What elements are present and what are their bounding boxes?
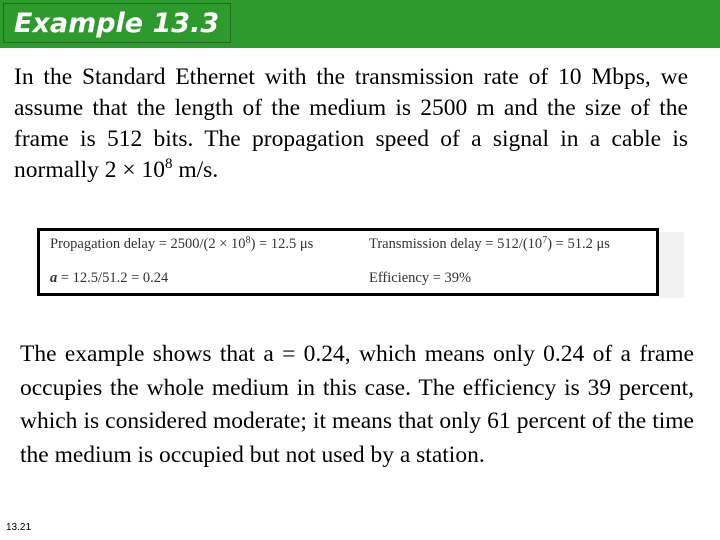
- formula-box: [37, 228, 659, 296]
- transmission-delay-formula: [369, 236, 610, 253]
- title-bar: [0, 0, 720, 48]
- slide-title: Example 13.3: [14, 8, 220, 39]
- a-value-formula: [50, 270, 168, 287]
- title-box: [3, 3, 231, 43]
- formula-shadow: [659, 232, 684, 298]
- propagation-exponent: 8: [245, 235, 251, 246]
- a-symbol: a: [50, 270, 58, 286]
- intro-paragraph: [14, 62, 688, 186]
- intro-exponent: 8: [164, 156, 173, 172]
- slide-number: 13.21: [6, 522, 32, 533]
- propagation-prefix: Propagation delay = 2500/(2 × 10: [50, 236, 246, 252]
- propagation-suffix: ) = 12.5 μs: [250, 236, 314, 252]
- efficiency-formula: Efficiency = 39%: [369, 270, 472, 286]
- propagation-delay-formula: [50, 236, 313, 253]
- a-value-text: = 12.5/51.2 = 0.24: [57, 270, 169, 286]
- summary-paragraph: The example shows that a = 0.24, which means only 0.24 of a frame occupies the whole medium in this case. The efficiency is 39 percent, which is considered moderate; it means that only 61 percent of the time the medium is occupied but not used by a station.: [20, 341, 694, 468]
- transmission-exponent: 7: [542, 235, 548, 246]
- transmission-suffix: ) = 51.2 μs: [547, 236, 610, 252]
- intro-unit: m/s.: [172, 157, 219, 183]
- transmission-prefix: Transmission delay = 512/(10: [369, 236, 543, 252]
- intro-text: In the Standard Ethernet with the transmission rate of 10 Mbps, we assume that the length of the medium is 2500 m and the size of the frame is 512 bits. The propagation speed of a signal in a cable is normally 2 × 10: [14, 64, 688, 183]
